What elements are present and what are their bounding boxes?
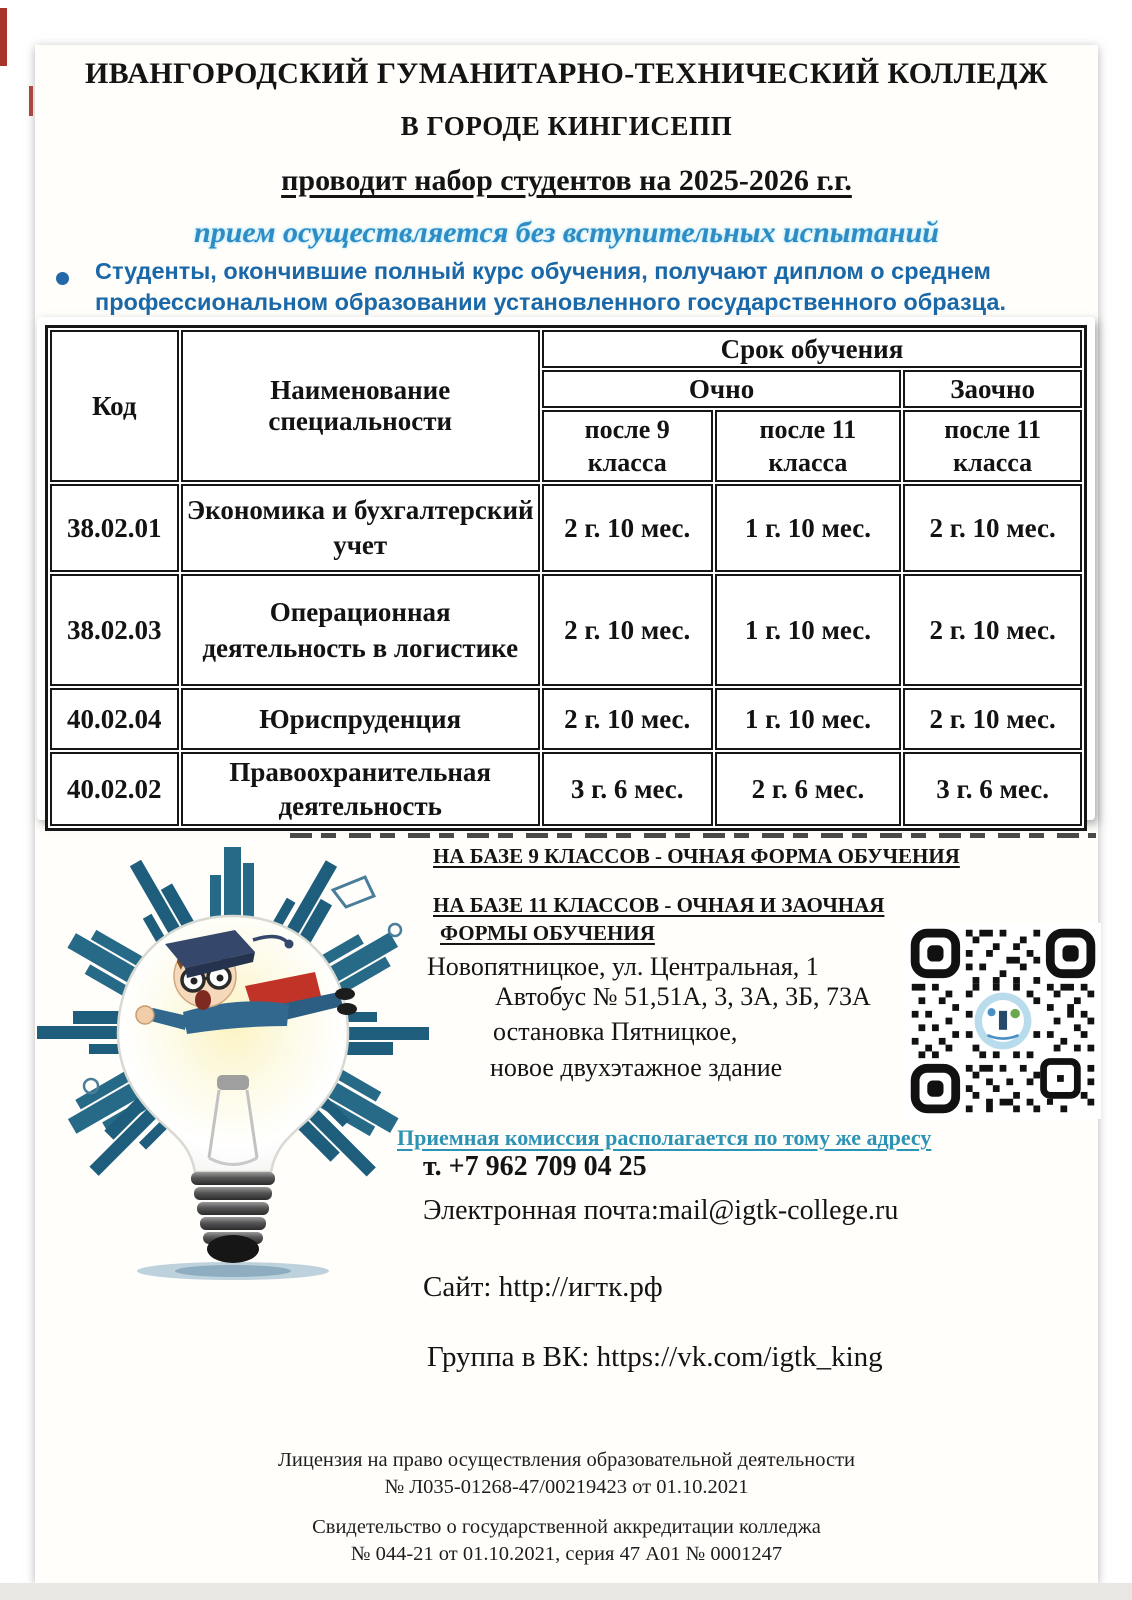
site-label: Сайт: <box>423 1271 499 1303</box>
base-9-text: НА БАЗЕ 9 КЛАССОВ - ОЧНАЯ ФОРМА ОБУЧЕНИЯ <box>433 844 960 868</box>
programs-table <box>45 325 1087 831</box>
vk-url[interactable]: https://vk.com/igtk_king <box>596 1341 883 1373</box>
base-11-text-line1 <box>433 891 884 919</box>
cell-after9: 2 г. 10 мес. <box>542 688 713 750</box>
table-row <box>50 688 1082 750</box>
cell-code: 38.02.01 <box>50 484 179 572</box>
cell-zaochno: 2 г. 10 мес. <box>903 574 1082 686</box>
cell-after9: 3 г. 6 мес. <box>542 752 713 826</box>
cell-zaochno: 3 г. 6 мес. <box>903 752 1082 826</box>
table-header-row <box>50 330 1082 368</box>
email-address[interactable]: mail@igtk-college.ru <box>658 1195 899 1226</box>
th-specialty: Наименование специальности <box>181 330 540 482</box>
enrollment-line <box>35 164 1098 198</box>
th-after-11-full: после 11 класса <box>715 410 902 482</box>
table-row <box>50 574 1082 686</box>
site-line <box>423 1271 663 1304</box>
email-label: Электронная почта: <box>423 1195 659 1226</box>
light-bulb-illustration <box>33 828 438 1288</box>
cell-code: 38.02.03 <box>50 574 179 686</box>
cell-after9: 2 г. 10 мес. <box>542 484 713 572</box>
building-line: новое двухэтажное здание <box>490 1053 783 1082</box>
cell-zaochno: 2 г. 10 мес. <box>903 688 1082 750</box>
th-full-time: Очно <box>542 370 901 408</box>
base-11-text: НА БАЗЕ 11 КЛАССОВ - ОЧНАЯ И ЗАОЧНАЯ <box>433 893 885 917</box>
th-code: Код <box>50 330 179 482</box>
license-block <box>35 1447 1098 1581</box>
cell-after9: 2 г. 10 мес. <box>542 574 713 686</box>
base-11-heading <box>433 891 884 947</box>
accreditation-text <box>35 1514 1098 1568</box>
cell-after11: 1 г. 10 мес. <box>715 574 902 686</box>
accreditation-line-2: № 044-21 от 01.10.2021, серия 47 А01 № 0001247 <box>350 1543 783 1565</box>
base-9-heading <box>433 844 960 869</box>
enrollment-text: проводит набор студентов на 2025-2026 г.г. <box>281 164 852 197</box>
city-subtitle: В ГОРОДЕ КИНГИСЕПП <box>400 111 733 141</box>
accreditation-line-1: Свидетельство о государственной аккредитации колледжа <box>312 1516 821 1538</box>
qr-center-logo <box>975 993 1032 1050</box>
th-part-time: Заочно <box>903 370 1082 408</box>
cell-specialty: Экономика и бухгалтерский учет <box>181 484 540 572</box>
email-line <box>423 1195 898 1227</box>
vk-label: Группа в ВК: <box>427 1341 597 1373</box>
cell-after11: 2 г. 6 мес. <box>715 752 902 826</box>
cell-code: 40.02.04 <box>50 688 179 750</box>
flyer-sheet <box>35 45 1098 1583</box>
address-line: Новопятницкое, ул. Центральная, 1 <box>427 952 819 981</box>
table-row <box>50 752 1082 826</box>
th-after-11-part: после 11 класса <box>903 410 1082 482</box>
cell-code: 40.02.02 <box>50 752 179 826</box>
license-line-2: № Л035-01268-47/00219423 от 01.10.2021 <box>384 1476 749 1498</box>
cell-specialty: Юриспруденция <box>181 688 540 750</box>
th-after-9: после 9 класса <box>542 410 713 482</box>
license-text <box>35 1447 1098 1501</box>
programs-table-panel <box>37 317 1095 820</box>
site-url[interactable]: http://игтк.рф <box>498 1271 663 1303</box>
th-duration: Срок обучения <box>542 330 1082 368</box>
bus-line: Автобус № 51,51А, 3, 3А, 3Б, 73А <box>495 982 871 1011</box>
cell-after11: 1 г. 10 мес. <box>715 484 902 572</box>
base-11-text-line2 <box>433 919 884 947</box>
stop-line: остановка Пятницкое, <box>493 1017 738 1046</box>
table-row <box>50 484 1082 572</box>
college-title: ИВАНГОРОДСКИЙ ГУМАНИТАРНО-ТЕХНИЧЕСКИЙ КОЛЛЕДЖ <box>84 57 1049 90</box>
license-line-1: Лицензия на право осуществления образовательной деятельности <box>277 1449 856 1471</box>
no-exams-line: прием осуществляется без вступительных испытаний <box>194 216 939 249</box>
cell-after11: 1 г. 10 мес. <box>715 688 902 750</box>
qr-code <box>903 923 1103 1119</box>
bottom-edge-strip <box>0 1583 1132 1600</box>
cell-zaochno: 2 г. 10 мес. <box>903 484 1082 572</box>
forms-of-study-text: ФОРМЫ ОБУЧЕНИЯ <box>440 921 655 945</box>
vk-line <box>427 1341 883 1374</box>
red-edge-mark <box>29 86 33 116</box>
red-edge-mark <box>0 8 7 66</box>
cell-specialty: Правоохранительная деятельность <box>181 752 540 826</box>
diploma-bullet-text: Студенты, окончившие полный курс обучения, получают диплом о среднем профессиональном образовании установленного государственного образца. <box>95 258 1007 315</box>
bullet-icon <box>56 272 69 285</box>
admission-note: Приемная комиссия располагается по тому же адресу <box>397 1125 932 1150</box>
phone-number: т. +7 962 709 04 25 <box>423 1151 647 1182</box>
cell-specialty: Операционная деятельность в логистике <box>181 574 540 686</box>
